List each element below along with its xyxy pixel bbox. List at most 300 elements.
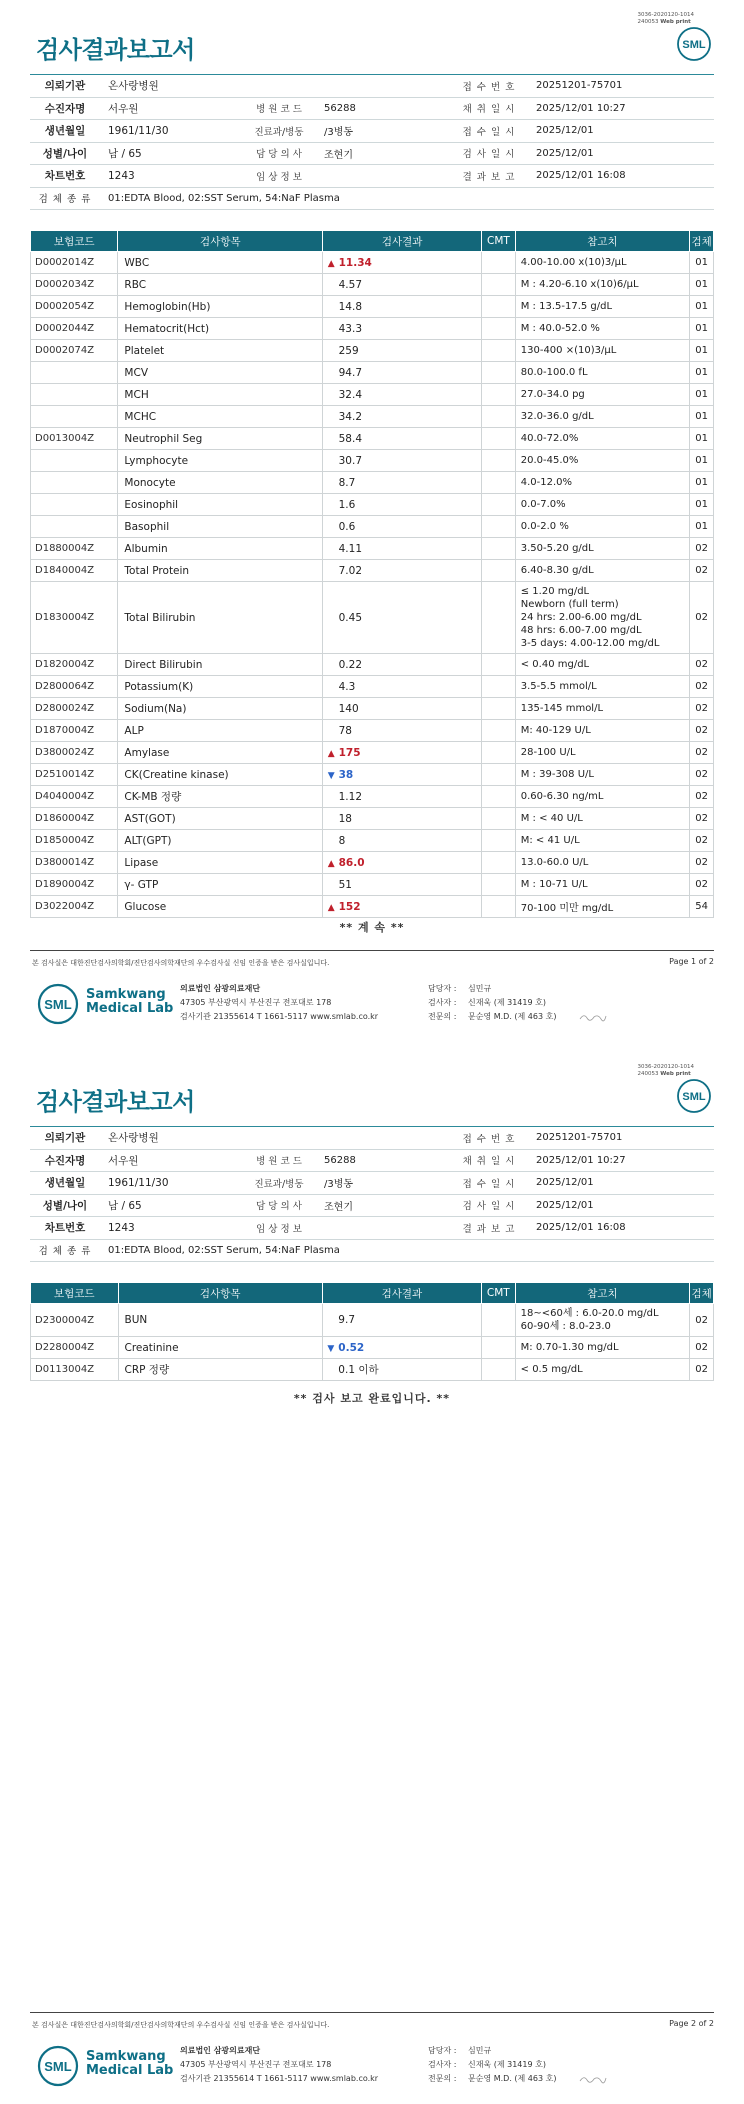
flag-cell — [323, 318, 335, 340]
insurance-code: D2280004Z — [31, 1337, 119, 1359]
report-page-2 — [0, 1052, 744, 2104]
test-item: Lipase — [118, 852, 323, 874]
insurance-code: D0002014Z — [31, 252, 118, 274]
info-label: 담 당 의 사 — [256, 1201, 302, 1213]
test-item: Amylase — [118, 742, 323, 764]
flag-cell — [323, 538, 335, 560]
table-row — [31, 494, 714, 516]
table-row — [31, 676, 714, 698]
result-value: 7.02 — [338, 564, 363, 577]
result-value: 43.3 — [338, 322, 363, 335]
continued-label: ** 계 속 ** — [339, 921, 405, 934]
table-row — [31, 896, 714, 918]
result-value: 18 — [338, 812, 352, 825]
flag-cell — [323, 830, 335, 852]
info-value: 2025/12/01 16:08 — [536, 1222, 626, 1234]
result-value: 11.34 — [338, 256, 372, 269]
info-label: 생년월일 — [44, 125, 86, 138]
flag-cell — [323, 340, 335, 362]
specimen-code: 02 — [690, 764, 714, 786]
comment-cell — [482, 362, 516, 384]
flag-cell — [323, 698, 335, 720]
table-row — [31, 874, 714, 896]
comment-cell — [482, 340, 516, 362]
info-row — [30, 1217, 714, 1240]
info-value: 2025/12/01 — [536, 125, 594, 137]
table-row — [31, 450, 714, 472]
test-item: BUN — [118, 1304, 322, 1337]
table-row — [31, 786, 714, 808]
test-result — [335, 472, 482, 494]
info-value: 20251201-75701 — [536, 1132, 623, 1144]
table-row — [31, 384, 714, 406]
insurance-code: D1820004Z — [31, 654, 118, 676]
info-label: 수진자명 — [44, 102, 86, 115]
test-result — [335, 340, 482, 362]
info-label: 진료과/병동 — [254, 1178, 304, 1190]
result-value: 4.3 — [338, 680, 356, 693]
info-value: 2025/12/01 10:27 — [536, 102, 626, 114]
info-label: 결 과 보 고 — [462, 171, 516, 183]
svg-text:SML: SML — [682, 1091, 706, 1103]
table-row — [31, 764, 714, 786]
info-label: 의뢰기관 — [44, 80, 86, 93]
insurance-code: D0013004Z — [31, 428, 118, 450]
comment-cell — [481, 1304, 515, 1337]
flag-cell — [323, 786, 335, 808]
insurance-code: D1880004Z — [31, 538, 118, 560]
reference-range: 27.0-34.0 pg — [515, 384, 689, 406]
info-value: 1243 — [108, 1221, 135, 1234]
info-value: 남 / 65 — [108, 1199, 142, 1212]
reference-range: M : 13.5-17.5 g/dL — [515, 296, 689, 318]
test-result — [335, 538, 482, 560]
info-label: 접 수 일 시 — [462, 1178, 516, 1190]
specimen-code: 02 — [690, 538, 714, 560]
staff-role: 담당자 : — [428, 2046, 457, 2055]
table-row — [31, 582, 714, 654]
test-item: Total Bilirubin — [118, 582, 323, 654]
org-contact: 검사기관 21355614 T 1661-5117 www.smlab.co.kr — [180, 1012, 379, 1021]
result-value: 86.0 — [338, 856, 365, 869]
test-result — [335, 560, 482, 582]
comment-cell — [482, 698, 516, 720]
staff-role: 전문의 : — [428, 1012, 457, 1021]
header-cmt: CMT — [482, 231, 516, 252]
insurance-code: D1850004Z — [31, 830, 118, 852]
flag-cell — [323, 362, 335, 384]
sml-lab-logo-icon — [36, 982, 80, 1026]
header-ref: 참고치 — [515, 1283, 690, 1304]
test-item: CK(Creatine kinase) — [118, 764, 323, 786]
test-result — [335, 786, 482, 808]
flag-cell — [323, 654, 335, 676]
info-value: 서우원 — [108, 1154, 139, 1167]
info-label: 수진자명 — [44, 1154, 86, 1167]
info-label: 결 과 보 고 — [462, 1223, 516, 1235]
comment-cell — [482, 654, 516, 676]
test-item: CK-MB 정량 — [118, 786, 323, 808]
flag-cell — [323, 296, 335, 318]
test-item: Platelet — [118, 340, 323, 362]
result-value: 30.7 — [338, 454, 363, 467]
insurance-code: D1890004Z — [31, 874, 118, 896]
comment-cell — [482, 450, 516, 472]
comment-cell — [482, 538, 516, 560]
info-value: 1243 — [108, 169, 135, 182]
staff-name: 문순영 M.D. (제 463 호) — [468, 2074, 557, 2083]
report-title: 검사결과보고서 — [36, 36, 195, 64]
result-value: 78 — [338, 724, 352, 737]
test-result — [335, 582, 482, 654]
lab-brand-name — [86, 2050, 173, 2078]
info-label: 의뢰기관 — [44, 1132, 86, 1145]
flag-cell — [323, 516, 335, 538]
test-result — [335, 764, 482, 786]
org-name: 의료법인 삼광의료재단 — [180, 2046, 261, 2055]
table-row — [31, 428, 714, 450]
specimen-code: 02 — [690, 676, 714, 698]
test-result — [335, 274, 482, 296]
test-item: γ- GTP — [118, 874, 323, 896]
comment-cell — [482, 274, 516, 296]
info-row — [30, 1150, 714, 1173]
results-header — [31, 231, 714, 252]
insurance-code: D0002044Z — [31, 318, 118, 340]
info-label: 생년월일 — [44, 1177, 86, 1190]
reference-range: 135-145 mmol/L — [515, 698, 689, 720]
insurance-code: D3800024Z — [31, 742, 118, 764]
test-item: ALP — [118, 720, 323, 742]
test-item: Hemoglobin(Hb) — [118, 296, 323, 318]
table-row — [31, 1359, 714, 1381]
lab-brand-name — [86, 988, 173, 1016]
info-label: 접 수 번 호 — [462, 81, 516, 93]
info-value: 서우원 — [108, 102, 139, 115]
test-item: Potassium(K) — [118, 676, 323, 698]
info-value: 2025/12/01 16:08 — [536, 170, 626, 182]
result-value: 0.6 — [338, 520, 356, 533]
test-item: Total Protein — [118, 560, 323, 582]
insurance-code: D0113004Z — [31, 1359, 119, 1381]
specimen-code: 02 — [690, 874, 714, 896]
test-result — [335, 896, 482, 918]
flag-cell — [323, 720, 335, 742]
insurance-code: D1870004Z — [31, 720, 118, 742]
specimen-code: 02 — [690, 1304, 714, 1337]
insurance-code: D4040004Z — [31, 786, 118, 808]
test-item: Monocyte — [118, 472, 323, 494]
specimen-code: 02 — [690, 830, 714, 852]
info-label: 차트번호 — [44, 170, 86, 183]
info-value: 1961/11/30 — [108, 1176, 169, 1189]
flag-cell — [323, 472, 335, 494]
comment-cell — [482, 472, 516, 494]
specimen-value: 01:EDTA Blood, 02:SST Serum, 54:NaF Plasma — [108, 192, 340, 204]
result-value: 152 — [338, 900, 361, 913]
comment-cell — [482, 852, 516, 874]
insurance-code: D2510014Z — [31, 764, 118, 786]
result-value: 14.8 — [338, 300, 363, 313]
result-value: 0.1 이하 — [338, 1364, 379, 1376]
test-result — [335, 450, 482, 472]
table-row — [31, 516, 714, 538]
results-header — [31, 1283, 714, 1304]
result-value: 140 — [338, 702, 359, 715]
reference-range: M : 4.20-6.10 x(10)6/μL — [515, 274, 689, 296]
insurance-code — [31, 406, 118, 428]
insurance-code: D0002034Z — [31, 274, 118, 296]
reference-range: M: 40-129 U/L — [515, 720, 689, 742]
test-result — [335, 318, 482, 340]
test-item: ALT(GPT) — [118, 830, 323, 852]
info-row — [30, 1195, 714, 1218]
table-row — [31, 830, 714, 852]
test-result — [335, 428, 482, 450]
result-value: 9.7 — [338, 1314, 355, 1326]
test-result — [335, 742, 482, 764]
test-item: Eosinophil — [118, 494, 323, 516]
reference-range: < 0.40 mg/dL — [515, 654, 689, 676]
signature-image — [578, 1012, 608, 1024]
info-value: 남 / 65 — [108, 147, 142, 160]
test-item: MCHC — [118, 406, 323, 428]
high-flag-icon: ▲ — [323, 896, 335, 918]
flag-cell — [323, 428, 335, 450]
header-result: 검사결과 — [322, 1283, 481, 1304]
specimen-code: 02 — [690, 786, 714, 808]
footer-divider — [30, 2012, 714, 2013]
svg-text:SML: SML — [682, 39, 706, 51]
info-value: /3병동 — [324, 127, 354, 139]
reference-range: 3.50-5.20 g/dL — [515, 538, 689, 560]
test-item: RBC — [118, 274, 323, 296]
comment-cell — [482, 874, 516, 896]
test-result — [334, 1337, 481, 1359]
info-label: 채 취 일 시 — [462, 104, 516, 116]
info-row — [30, 143, 714, 166]
reference-range: 3.5-5.5 mmol/L — [515, 676, 689, 698]
accreditation-note: 본 검사실은 대한진단검사의학회/진단검사의학재단의 우수검사실 신임 인증을 받은 검사실입니다. — [32, 959, 330, 967]
reference-range: 6.40-8.30 g/dL — [515, 560, 689, 582]
flag-cell — [323, 676, 335, 698]
specimen-code: 02 — [690, 654, 714, 676]
reference-range: 0.0-2.0 % — [515, 516, 689, 538]
brand-line-1: Samkwang — [86, 987, 166, 1002]
test-result — [335, 720, 482, 742]
flag-cell — [323, 560, 335, 582]
page-number: Page 1 of 2 — [669, 957, 714, 966]
test-result — [335, 362, 482, 384]
specimen-code: 01 — [690, 472, 714, 494]
specimen-code: 02 — [690, 698, 714, 720]
info-label: 검 사 일 시 — [462, 149, 516, 161]
test-result — [335, 296, 482, 318]
test-result — [335, 654, 482, 676]
specimen-code: 01 — [690, 318, 714, 340]
reference-range — [515, 582, 689, 654]
comment-cell — [482, 296, 516, 318]
accreditation-note: 본 검사실은 대한진단검사의학회/진단검사의학재단의 우수검사실 신임 인증을 받은 검사실입니다. — [32, 2021, 330, 2029]
flag-cell — [323, 274, 335, 296]
info-value: 1961/11/30 — [108, 124, 169, 137]
insurance-code: D2300004Z — [31, 1304, 119, 1337]
patient-info-table — [30, 1126, 714, 1262]
lab-footer — [30, 976, 714, 1026]
table-row — [31, 274, 714, 296]
reference-range: M : 39-308 U/L — [515, 764, 689, 786]
reference-range: 32.0-36.0 g/dL — [515, 406, 689, 428]
comment-cell — [482, 560, 516, 582]
specimen-code: 01 — [690, 406, 714, 428]
reference-range: 13.0-60.0 U/L — [515, 852, 689, 874]
svg-text:SML: SML — [44, 2059, 72, 2074]
svg-text:SML: SML — [44, 997, 72, 1012]
reference-range: 0.0-7.0% — [515, 494, 689, 516]
comment-cell — [482, 384, 516, 406]
lab-organization — [180, 982, 378, 1024]
specimen-row — [30, 188, 714, 211]
comment-cell — [482, 896, 516, 918]
staff-line — [428, 2044, 556, 2058]
test-result — [335, 830, 482, 852]
comment-cell — [482, 676, 516, 698]
footer-divider — [30, 950, 714, 951]
reference-range: M : < 40 U/L — [515, 808, 689, 830]
info-label: 차트번호 — [44, 1222, 86, 1235]
comment-cell — [482, 582, 516, 654]
specimen-label: 검 체 종 류 — [38, 194, 92, 206]
test-result — [335, 808, 482, 830]
table-row — [31, 340, 714, 362]
info-label: 채 취 일 시 — [462, 1156, 516, 1168]
result-value: 94.7 — [338, 366, 363, 379]
comment-cell — [482, 720, 516, 742]
info-label: 임 상 정 보 — [256, 171, 302, 183]
sml-logo-icon — [676, 26, 712, 62]
staff-role: 담당자 : — [428, 984, 457, 993]
staff-line — [428, 1010, 556, 1024]
result-value: 4.57 — [338, 278, 363, 291]
result-value: 1.6 — [338, 498, 356, 511]
test-result — [334, 1359, 481, 1381]
specimen-code: 01 — [690, 516, 714, 538]
insurance-code: D0002054Z — [31, 296, 118, 318]
specimen-code: 01 — [690, 384, 714, 406]
staff-name: 신재욱 (제 31419 호) — [468, 998, 546, 1007]
reference-range: M : 40.0-52.0 % — [515, 318, 689, 340]
header-item: 검사항목 — [118, 231, 323, 252]
test-item: MCH — [118, 384, 323, 406]
staff-line — [428, 2058, 556, 2072]
flag-cell — [323, 494, 335, 516]
test-item: Creatinine — [118, 1337, 322, 1359]
info-value: 조현기 — [324, 1201, 353, 1213]
header-ref: 참고치 — [515, 231, 689, 252]
lab-staff — [428, 2044, 556, 2086]
comment-cell — [482, 516, 516, 538]
specimen-code: 02 — [690, 1337, 714, 1359]
insurance-code: D0002074Z — [31, 340, 118, 362]
insurance-code: D1860004Z — [31, 808, 118, 830]
info-label: 성별/나이 — [42, 1199, 88, 1212]
reference-range: 28-100 U/L — [515, 742, 689, 764]
table-row — [31, 808, 714, 830]
flag-cell — [323, 450, 335, 472]
result-value: 8.7 — [338, 476, 356, 489]
specimen-code: 02 — [690, 582, 714, 654]
low-flag-icon: ▼ — [323, 764, 335, 786]
reference-range: 80.0-100.0 fL — [515, 362, 689, 384]
test-result — [335, 698, 482, 720]
info-label: 성별/나이 — [42, 147, 88, 160]
result-value: 0.52 — [338, 1341, 365, 1354]
staff-name: 문순영 M.D. (제 463 호) — [468, 1012, 557, 1021]
table-row — [31, 318, 714, 340]
test-result — [334, 1304, 481, 1337]
test-result — [335, 494, 482, 516]
specimen-code: 02 — [690, 742, 714, 764]
insurance-code: D1830004Z — [31, 582, 118, 654]
info-value: 조현기 — [324, 149, 353, 161]
comment-cell — [482, 428, 516, 450]
info-value: 온사랑병원 — [108, 80, 159, 93]
report-title: 검사결과보고서 — [36, 1088, 195, 1116]
sml-logo-icon — [676, 1078, 712, 1114]
staff-name: 심민규 — [468, 2046, 492, 2055]
info-value: 20251201-75701 — [536, 80, 623, 92]
low-flag-icon: ▼ — [322, 1337, 334, 1359]
table-row — [31, 742, 714, 764]
patient-info-table — [30, 74, 714, 210]
test-item: Albumin — [118, 538, 323, 560]
results-table — [30, 230, 714, 918]
comment-cell — [482, 318, 516, 340]
comment-cell — [482, 764, 516, 786]
insurance-code — [31, 450, 118, 472]
reference-range: M: 0.70-1.30 mg/dL — [515, 1337, 690, 1359]
result-value: 58.4 — [338, 432, 363, 445]
info-label: 병 원 코 드 — [256, 1156, 302, 1168]
staff-role: 검사자 : — [428, 2060, 457, 2069]
lab-organization — [180, 2044, 378, 2086]
test-item: Direct Bilirubin — [118, 654, 323, 676]
insurance-code — [31, 362, 118, 384]
org-address: 47305 부산광역시 부산진구 전포대로 178 — [180, 2060, 332, 2069]
insurance-code: D3022004Z — [31, 896, 118, 918]
org-name: 의료법인 삼광의료재단 — [180, 984, 261, 993]
info-value: 2025/12/01 — [536, 1177, 594, 1189]
info-label: 검 사 일 시 — [462, 1201, 516, 1213]
specimen-row — [30, 1240, 714, 1263]
table-row — [31, 560, 714, 582]
header-code: 보험코드 — [31, 231, 118, 252]
info-row — [30, 165, 714, 188]
flag-cell — [323, 582, 335, 654]
staff-line — [428, 996, 556, 1010]
insurance-code — [31, 516, 118, 538]
insurance-code — [31, 472, 118, 494]
staff-line — [428, 982, 556, 996]
reference-range: 0.60-6.30 ng/mL — [515, 786, 689, 808]
table-row — [31, 654, 714, 676]
flag-cell — [323, 874, 335, 896]
staff-role: 전문의 : — [428, 2074, 457, 2083]
reference-text: 18~<60세 : 6.0-20.0 mg/dL 60-90세 : 8.0-23.0 — [520, 1308, 659, 1332]
flag-cell — [323, 808, 335, 830]
test-item: Lymphocyte — [118, 450, 323, 472]
specimen-code: 02 — [690, 720, 714, 742]
